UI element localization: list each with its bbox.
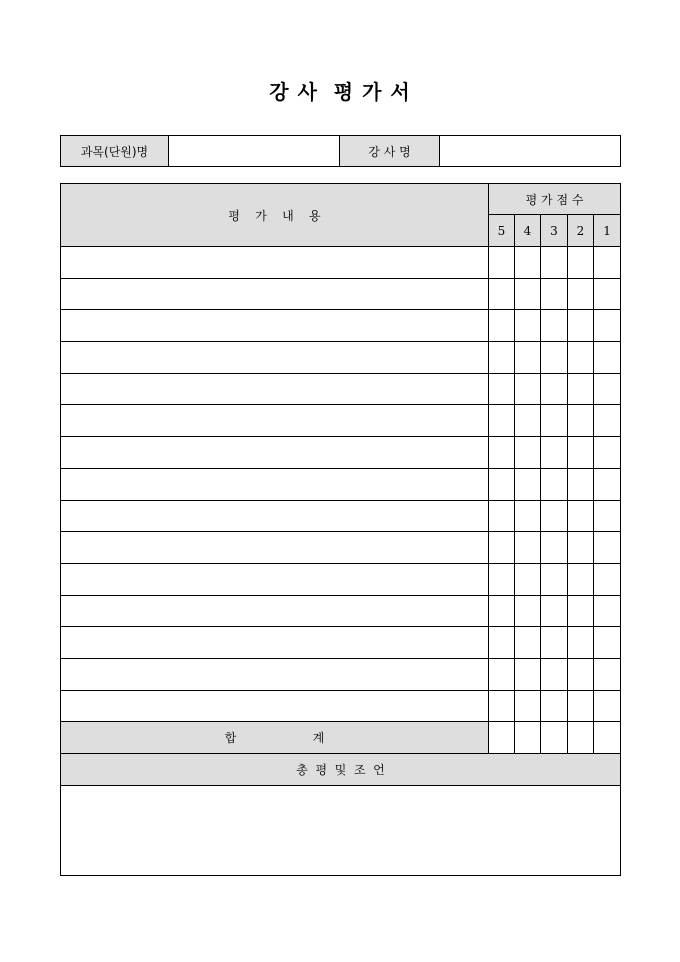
score-cell-2[interactable] [568, 405, 594, 437]
score-cell-1[interactable] [594, 405, 621, 437]
evaluation-item-field[interactable] [61, 278, 489, 310]
score-cell-3[interactable] [541, 468, 568, 500]
score-cell-3[interactable] [541, 310, 568, 342]
score-cell-4[interactable] [515, 310, 541, 342]
score-cell-3[interactable] [541, 563, 568, 595]
score-cell-3[interactable] [541, 247, 568, 279]
score-cell-2[interactable] [568, 658, 594, 690]
score-cell-3[interactable] [541, 690, 568, 722]
score-cell-2[interactable] [568, 437, 594, 469]
score-cell-5[interactable] [489, 405, 515, 437]
instructor-field[interactable] [440, 136, 621, 167]
evaluation-item-field[interactable] [61, 437, 489, 469]
score-cell-1[interactable] [594, 310, 621, 342]
score-cell-5[interactable] [489, 658, 515, 690]
score-cell-3[interactable] [541, 658, 568, 690]
score-cell-4[interactable] [515, 247, 541, 279]
score-cell-5[interactable] [489, 500, 515, 532]
score-cell-4[interactable] [515, 563, 541, 595]
score-cell-1[interactable] [594, 690, 621, 722]
comments-header: 총 평 및 조 언 [61, 754, 621, 786]
score-column-3: 3 [541, 215, 568, 247]
evaluation-row [61, 405, 621, 437]
subject-label: 과목(단원)명 [61, 136, 169, 167]
score-cell-3[interactable] [541, 373, 568, 405]
score-cell-2[interactable] [568, 468, 594, 500]
comments-field[interactable] [61, 786, 621, 876]
score-cell-2[interactable] [568, 595, 594, 627]
evaluation-row [61, 690, 621, 722]
score-cell-5[interactable] [489, 310, 515, 342]
page-title: 강 사 평 가 서 [269, 80, 411, 104]
sum-cell-4[interactable] [515, 722, 541, 754]
evaluation-row [61, 627, 621, 659]
subject-field[interactable] [169, 136, 340, 167]
evaluation-item-field[interactable] [61, 595, 489, 627]
evaluation-row [61, 437, 621, 469]
score-column-5: 5 [489, 215, 515, 247]
score-cell-2[interactable] [568, 563, 594, 595]
evaluation-row [61, 310, 621, 342]
score-cell-1[interactable] [594, 658, 621, 690]
evaluation-row [61, 532, 621, 564]
score-cell-1[interactable] [594, 500, 621, 532]
score-cell-5[interactable] [489, 595, 515, 627]
score-cell-5[interactable] [489, 342, 515, 374]
score-cell-5[interactable] [489, 468, 515, 500]
score-cell-5[interactable] [489, 437, 515, 469]
score-cell-2[interactable] [568, 373, 594, 405]
evaluation-row [61, 247, 621, 279]
score-cell-5[interactable] [489, 690, 515, 722]
score-cell-5[interactable] [489, 278, 515, 310]
score-cell-4[interactable] [515, 278, 541, 310]
score-cell-1[interactable] [594, 278, 621, 310]
score-cell-4[interactable] [515, 690, 541, 722]
score-cell-3[interactable] [541, 627, 568, 659]
evaluation-row [61, 563, 621, 595]
evaluation-item-field[interactable] [61, 532, 489, 564]
instructor-label: 강 사 명 [340, 136, 440, 167]
evaluation-item-field[interactable] [61, 310, 489, 342]
score-cell-4[interactable] [515, 532, 541, 564]
score-cell-4[interactable] [515, 595, 541, 627]
evaluation-item-field[interactable] [61, 563, 489, 595]
evaluation-item-field[interactable] [61, 373, 489, 405]
score-header: 평 가 점 수 [489, 184, 621, 215]
evaluation-item-field[interactable] [61, 405, 489, 437]
score-cell-4[interactable] [515, 373, 541, 405]
sum-cell-3[interactable] [541, 722, 568, 754]
score-cell-3[interactable] [541, 532, 568, 564]
score-cell-5[interactable] [489, 627, 515, 659]
evaluation-item-field[interactable] [61, 468, 489, 500]
evaluation-item-field[interactable] [61, 342, 489, 374]
score-cell-2[interactable] [568, 310, 594, 342]
evaluation-table [60, 183, 621, 876]
evaluation-row [61, 278, 621, 310]
score-cell-3[interactable] [541, 595, 568, 627]
score-cell-1[interactable] [594, 563, 621, 595]
score-cell-1[interactable] [594, 437, 621, 469]
score-cell-1[interactable] [594, 468, 621, 500]
score-cell-1[interactable] [594, 247, 621, 279]
score-cell-4[interactable] [515, 627, 541, 659]
score-cell-3[interactable] [541, 405, 568, 437]
score-column-1: 1 [594, 215, 621, 247]
score-cell-5[interactable] [489, 532, 515, 564]
sum-label: 합 계 [61, 722, 489, 754]
score-cell-5[interactable] [489, 247, 515, 279]
evaluation-item-field[interactable] [61, 690, 489, 722]
evaluation-item-field[interactable] [61, 627, 489, 659]
score-cell-2[interactable] [568, 247, 594, 279]
evaluation-row [61, 500, 621, 532]
score-cell-2[interactable] [568, 690, 594, 722]
evaluation-row [61, 468, 621, 500]
evaluation-item-field[interactable] [61, 247, 489, 279]
evaluation-row [61, 342, 621, 374]
score-cell-5[interactable] [489, 563, 515, 595]
sum-cell-5[interactable] [489, 722, 515, 754]
score-cell-5[interactable] [489, 373, 515, 405]
score-cell-1[interactable] [594, 342, 621, 374]
evaluation-item-field[interactable] [61, 500, 489, 532]
score-cell-4[interactable] [515, 500, 541, 532]
score-cell-3[interactable] [541, 500, 568, 532]
evaluation-row [61, 595, 621, 627]
score-column-4: 4 [515, 215, 541, 247]
score-column-2: 2 [568, 215, 594, 247]
score-cell-2[interactable] [568, 627, 594, 659]
score-cell-3[interactable] [541, 278, 568, 310]
course-info-table [60, 135, 621, 167]
sum-cell-1[interactable] [594, 722, 621, 754]
score-cell-4[interactable] [515, 437, 541, 469]
score-cell-3[interactable] [541, 437, 568, 469]
score-cell-1[interactable] [594, 595, 621, 627]
score-cell-2[interactable] [568, 278, 594, 310]
evaluation-row [61, 373, 621, 405]
sum-cell-2[interactable] [568, 722, 594, 754]
content-header: 평 가 내 용 [61, 184, 489, 247]
score-cell-2[interactable] [568, 532, 594, 564]
score-cell-4[interactable] [515, 342, 541, 374]
evaluation-row [61, 658, 621, 690]
evaluation-item-field[interactable] [61, 658, 489, 690]
score-cell-4[interactable] [515, 405, 541, 437]
score-cell-2[interactable] [568, 500, 594, 532]
score-cell-1[interactable] [594, 532, 621, 564]
score-cell-1[interactable] [594, 373, 621, 405]
score-cell-1[interactable] [594, 627, 621, 659]
score-cell-3[interactable] [541, 342, 568, 374]
score-cell-4[interactable] [515, 468, 541, 500]
score-cell-2[interactable] [568, 342, 594, 374]
score-cell-4[interactable] [515, 658, 541, 690]
